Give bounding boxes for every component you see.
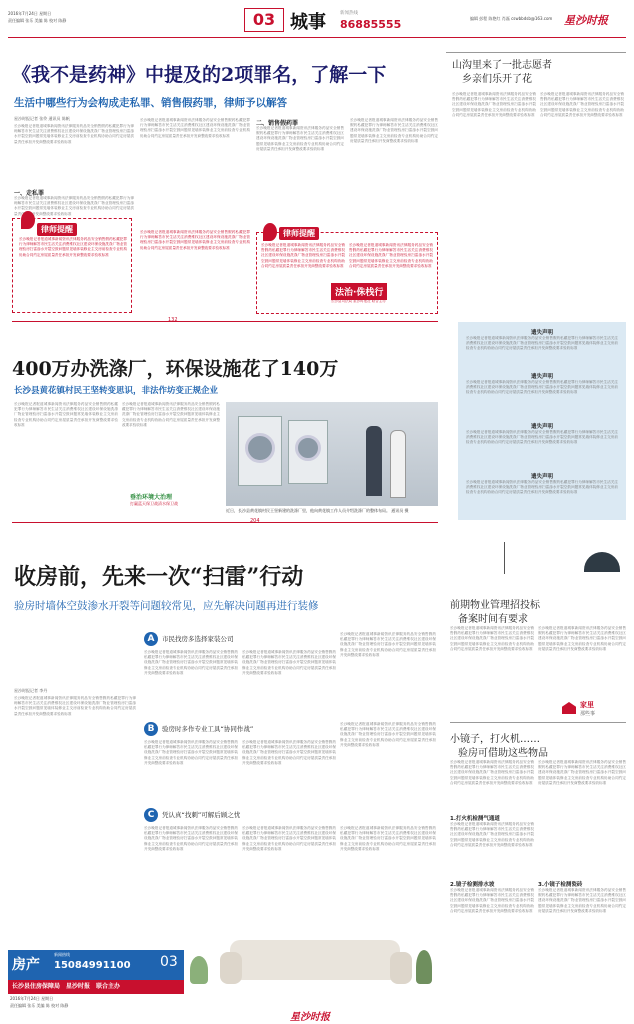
pin-icon-2 [263,223,277,241]
law-red-text-2 [140,230,250,312]
article3-body-9 [242,826,336,912]
side3-h2: 2.镜子检测排水坡 [450,882,495,888]
side2-body-2 [538,626,626,696]
hotline-number: 86885555 [340,18,402,31]
plant-icon-2 [416,950,432,984]
side3-rule [450,722,626,723]
lamp-cord [504,542,505,574]
side1-body-2 [540,92,624,304]
article2-subtitle: 长沙县黄花镇村民王坚转变思识，非法作坊变正规企业 [14,386,219,396]
lamp-icon [584,552,620,572]
page-number: 03 [244,8,284,32]
home-tag-title: 家里 [580,701,594,709]
notice-title-1: 遗失声明 [530,330,553,336]
footer-editor: 责任编辑 张乐 美编 陈 校对 陈静 [10,1003,69,1008]
article1-body-1 [14,124,134,186]
footer-phone: 15084991100 [54,960,131,971]
article2-body-1 [14,402,118,510]
point-a-text: 市民找房多选择家装公司 [162,635,234,643]
article1-body-3 [140,118,250,228]
side3-body-5 [538,888,626,942]
point-c-badge: C [144,808,158,822]
washer-machine-2 [288,420,328,484]
campaign-sub: 打赢蓝天保卫战清水保卫战 [130,501,178,506]
sofa-arm-left [220,952,242,984]
side2-title: 前期物业管理招投标 [450,600,540,611]
sofa-icon [230,940,400,980]
point-b-text: 验房时多作专业工具“协同作战” [162,725,254,733]
article3-body-6 [242,740,336,804]
side2-subtitle: 备案时间有要求 [458,614,528,625]
header-right-meta: 编辑 彭程 陈艳红 肖磊 cswbbdsb@163.com [470,16,553,21]
side3-body-3 [450,888,534,942]
notice-text-1 [466,336,618,366]
footer-brand: 星沙时报 [290,1012,330,1023]
side3-h1: 1.打火机检测气通道 [450,816,500,822]
plant-icon [190,956,208,984]
article1-body-5 [350,118,438,228]
hotline-label: 新闻热线 [340,11,358,16]
notice-text-2 [466,380,618,416]
side3-title: 小镜子，打火机…… [450,734,540,745]
footer-banner [8,950,184,980]
campaign-logo [130,492,216,510]
article3-title: 收房前，先来一次“扫雷”行动 [14,564,304,590]
photo-caption [226,508,438,513]
sofa-arm-right [390,952,412,984]
brand-logo: 星沙时报 [564,14,608,27]
point-b-badge: B [144,722,158,736]
law-tip-text-1 [19,237,127,309]
article3-body-10 [340,826,436,912]
article2-body-2 [122,402,220,490]
notice-text-3 [466,430,618,466]
side3-body-2 [450,822,534,878]
header-editor: 责任编辑 张乐 美编 陈 校对 陈静 [8,18,67,23]
notices-panel [458,322,626,520]
article1-byline: 星沙时报记者 张伶 通讯员 陈帆 [14,116,70,121]
article3-body-2 [144,650,238,720]
page-header [8,8,626,38]
section-title: 城事 [290,12,326,33]
side3-h3: 3.小镜子检测瓷砖 [538,882,583,888]
law-tip-box-1 [12,218,132,313]
pin-icon [21,211,35,229]
marker-132: 132 [168,317,178,323]
marker-204: 204 [250,518,260,524]
laundry-photo [226,402,438,506]
side3-body-1 [450,760,534,812]
side1-body-1 [452,92,536,304]
side1-subtitle: 乡亲们乐开了花 [462,74,532,85]
divider-2 [12,522,438,523]
footer-dateline: 2016年7月24日 星期日 [10,996,54,1001]
article3-byline: 星沙时报记者 李丹 [14,688,48,693]
caption-credit: 通讯员 摄 [391,508,409,513]
article3-body-1 [14,696,136,906]
notice-title-2: 遗失声明 [530,374,553,380]
home-tag-sub: 那些事 [580,711,596,717]
article3-subtitle: 验房时墙体空鼓渗水开裂等问题较常见，应先解决问题再进行装修 [14,600,319,612]
side3-subtitle: 验房可借助这些物品 [458,748,548,759]
footer-page: 03 [160,954,178,970]
article3-body-4 [340,632,436,720]
article3-body-5 [144,740,238,804]
notice-title-3: 遗失声明 [530,424,553,430]
article3-body-8 [144,826,238,912]
notice-text-4 [466,480,618,516]
article1-title: 《我不是药神》中提及的2项罪名，了解一下 [12,64,387,86]
article3-body-7 [340,722,436,804]
footer-org: 长沙县住房保障局 星沙时报 联合主办 [8,980,184,994]
footer-hotline-label: 新闻热线 [54,952,70,957]
law-logo-sub: 长沙县司法局 星沙时报社 联合主办 [331,299,386,303]
header-dateline: 2016年7月24日 星期日 [8,11,52,16]
law-tip-text-4 [349,243,433,281]
house-icon [562,702,576,714]
point-c-text: 凭认真“找刺”可解后顾之忧 [162,811,241,819]
law-tip-label-2: 律师提醒 [279,227,319,240]
lamp-decoration [444,542,626,590]
article1-section1: 一、走私罪 [14,190,45,197]
side2-body-1 [450,626,534,718]
article2-title: 400万办洗涤厂，环保设施花了140万 [12,358,339,380]
sofa-illustration [190,920,436,996]
law-tip-label-1: 律师提醒 [37,223,77,236]
person-2 [390,430,406,498]
notice-title-4: 遗失声明 [530,474,553,480]
washer-machine-1 [238,416,282,486]
caption-text: 近日，长沙县黄花镇村民王坚新建的洗涤厂里，他向黄花镇工作人员介绍洗涤厂的整体布局。 [226,508,390,513]
person-1 [366,426,382,496]
point-a-badge: A [144,632,158,646]
article1-section2: 二、销售假药罪 [256,120,299,127]
article1-body-4 [256,126,344,228]
campaign-title: 垂治环境大治理 [130,494,173,501]
article1-subtitle: 生活中哪些行为会构成走私罪、销售假药罪，律师予以解答 [14,97,287,109]
side1-title: 山沟里来了一批志愿者 [452,60,552,71]
law-tip-box-2 [256,229,438,314]
law-logo: 法治·侏栈行 [331,283,387,300]
article3-body-3 [242,650,336,720]
side1-rule [446,52,626,53]
divider-1 [12,321,438,322]
footer-label: 房产 [12,957,40,973]
side3-body-4 [538,760,626,876]
